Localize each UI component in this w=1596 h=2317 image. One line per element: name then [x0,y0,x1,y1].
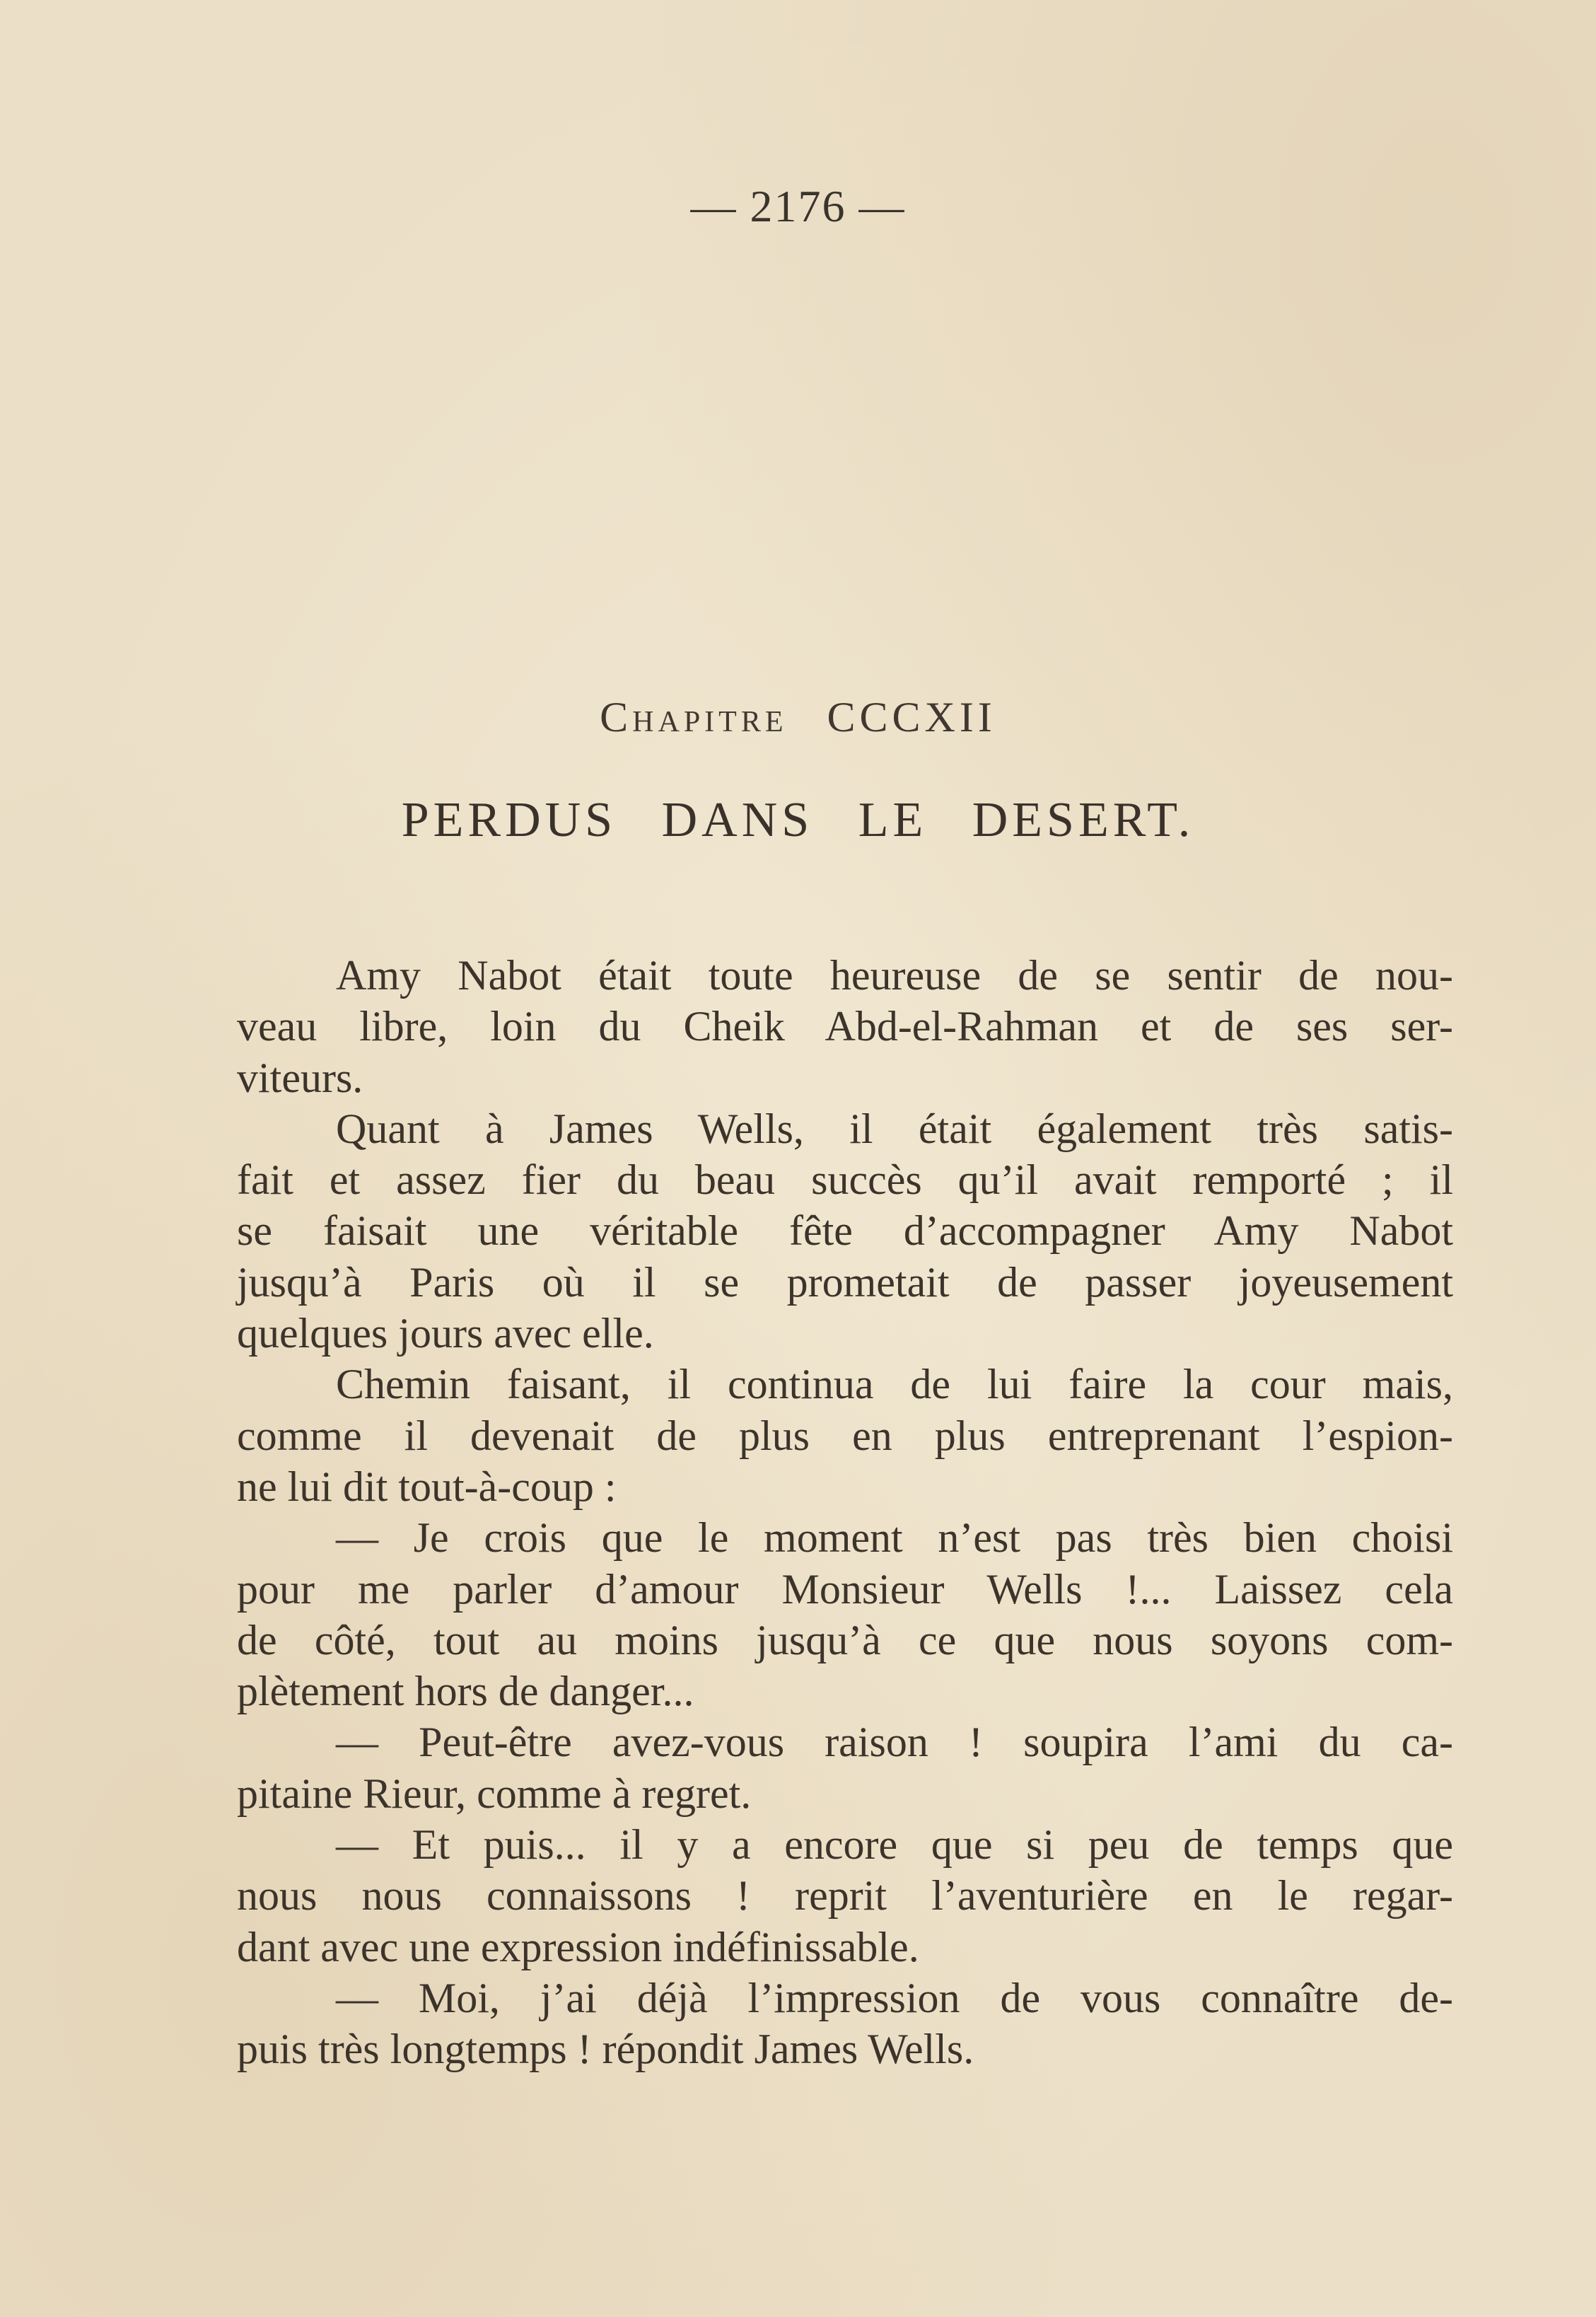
text-line: jusqu’à Paris où il se prometait de passer joyeusement [237,1258,1453,1306]
text-line: veau libre, loin du Cheik Abd-el-Rahman et de ses ser- [237,1003,1453,1050]
text-line: — Peut-être avez-vous raison ! soupira l’ami du ca- [336,1719,1453,1766]
text-line: ne lui dit tout-à-coup : [237,1463,617,1510]
body-text [237,950,1453,2075]
text-line: puis très longtemps ! répondit James Wells. [237,2026,974,2073]
text-line: Chemin faisant, il continua de lui faire la cour mais, [336,1361,1453,1408]
text-line: fait et assez fier du beau succès qu’il avait remporté ; il [237,1156,1453,1204]
chapter-label: Chapitre [600,694,788,741]
text-line: Quant à James Wells, il était également très satis- [336,1105,1453,1152]
text-line: nous nous connaissons ! reprit l’aventurière en le regar- [237,1872,1453,1920]
text-line: se faisait une véritable fête d’accompagner Amy Nabot [237,1207,1453,1255]
text-line: de côté, tout au moins jusqu’à ce que nous soyons com- [237,1616,1453,1663]
text-line: dant avec une expression indéfinissable. [237,1923,919,1970]
text-line: viteurs. [237,1054,363,1101]
text-line: pour me parler d’amour Monsieur Wells !... Laissez cela [237,1565,1453,1613]
page-number: — 2176 — [690,181,906,231]
text-line: — Moi, j’ai déjà l’impression de vous connaître de- [336,1974,1453,2021]
text-line: quelques jours avec elle. [237,1310,654,1357]
text-line: — Et puis... il y a encore que si peu de temps que [336,1821,1453,1869]
chapter-heading [0,693,1596,742]
text-line: — Je crois que le moment n’est pas très bien choisi [336,1514,1453,1562]
text-line: plètement hors de danger... [237,1668,694,1715]
text-line: pitaine Rieur, comme à regret. [237,1770,752,1817]
chapter-title: PERDUS DANS LE DESERT. [401,793,1195,847]
text-line: Amy Nabot était toute heureuse de se sentir de nou- [336,952,1453,999]
chapter-numeral: CCCXII [827,694,996,741]
text-line: comme il devenait de plus en plus entreprenant l’espion- [237,1412,1453,1459]
